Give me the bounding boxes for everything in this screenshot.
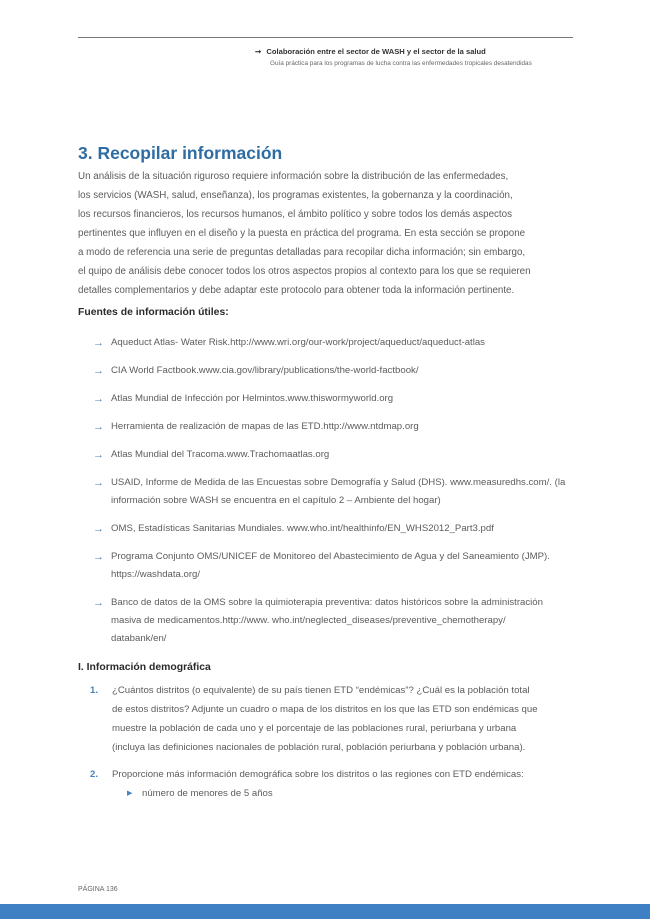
questions-list (90, 681, 573, 811)
arrow-right-icon: → (93, 551, 104, 563)
question-item (90, 765, 573, 803)
source-text: Banco de datos de la OMS sobre la quimioterapia preventiva: datos históricos sobre la administración (111, 597, 543, 608)
source-text: información sobre WASH se encuentra en el capítulo 2 – Ambiente del hogar) (111, 495, 441, 506)
arrow-right-icon: → (93, 365, 104, 377)
arrow-right-icon: → (93, 597, 104, 609)
question-text: (incluya las definiciones nacionales de población rural, población periurbana y población urbana). (112, 742, 526, 753)
question-item (90, 681, 573, 757)
running-header-title: ➞ Colaboración entre el sector de WASH y el sector de la salud (255, 47, 486, 56)
sub-bullet-item (112, 784, 573, 803)
section-title: 3. Recopilar información (78, 143, 283, 163)
triangle-bullet-icon: ▶ (127, 790, 133, 797)
source-item (93, 418, 573, 436)
question-number: 1. (90, 685, 99, 696)
arrow-right-icon: → (93, 449, 104, 461)
question-number: 2. (90, 769, 99, 780)
demographic-heading: I. Información demográfica (78, 662, 211, 673)
source-item (93, 520, 573, 538)
source-text: Herramienta de realización de mapas de las ETD.http://www.ntdmap.org (111, 421, 419, 432)
source-text: OMS, Estadísticas Sanitarias Mundiales. www.who.int/healthinfo/EN_WHS2012_Part3.pdf (111, 523, 494, 534)
question-text: de estos distritos? Adjunte un cuadro o mapa de los distritos en los que las ETD son endémicas que (112, 704, 538, 715)
question-text: Proporcione más información demográfica sobre los distritos o las regiones con ETD endémicas: (112, 769, 524, 780)
source-text: masiva de medicamentos.http://www. who.int/neglected_diseases/preventive_chemotherapy/ (111, 615, 506, 626)
source-text: Aqueduct Atlas- Water Risk.http://www.wri.org/our-work/project/aqueduct/aqueduct-atlas (111, 337, 485, 348)
source-text: Atlas Mundial de Infección por Helmintos.www.thiswormyworld.org (111, 393, 394, 404)
source-text: https://washdata.org/ (111, 569, 201, 580)
header-rule (78, 37, 573, 38)
source-item (93, 362, 573, 380)
source-item (93, 594, 573, 648)
source-text: Atlas Mundial del Tracoma.www.Trachomaatlas.org (111, 449, 330, 460)
arrow-right-icon: → (93, 523, 104, 535)
source-item (93, 390, 573, 408)
arrow-right-icon: ➞ (255, 47, 262, 56)
intro-line: pertinentes que influyen en el diseño y la puesta en práctica del programa. En esta sección se propone (78, 228, 526, 239)
source-text: databank/en/ (111, 633, 167, 644)
intro-line: detalles complementarios y debe adaptar este protocolo para obtener toda la información pertinente. (78, 285, 515, 296)
arrow-right-icon: → (93, 393, 104, 405)
arrow-right-icon: → (93, 477, 104, 489)
running-header-subtitle: Guía práctica para los programas de lucha contra las enfermedades tropicales desatendidas (270, 60, 532, 67)
intro-line: Un análisis de la situación riguroso requiere información sobre la distribución de las enfermedades, (78, 171, 509, 182)
source-item (93, 446, 573, 464)
arrow-right-icon: → (93, 337, 104, 349)
question-text: muestre la población de cada uno y el porcentaje de las poblaciones rural, periurbana y urbana (112, 723, 517, 734)
page-number: PÁGINA 136 (78, 886, 118, 893)
sources-heading: Fuentes de información útiles: (78, 307, 229, 318)
arrow-right-icon: → (93, 421, 104, 433)
source-item (93, 334, 573, 352)
source-text: CIA World Factbook.www.cia.gov/library/publications/the-world-factbook/ (111, 365, 419, 376)
intro-line: los servicios (WASH, salud, enseñanza), los programas existentes, la gobernanza y la coordinación, (78, 190, 513, 201)
sub-bullet-text: número de menores de 5 años (142, 788, 273, 799)
source-item (93, 548, 573, 584)
footer-bar (0, 904, 650, 919)
question-text: ¿Cuántos distritos (o equivalente) de su país tienen ETD “endémicas”? ¿Cuál es la población total (112, 685, 530, 696)
source-text: USAID, Informe de Medida de las Encuestas sobre Demografía y Salud (DHS). www.measuredhs.com/. (la (111, 477, 566, 488)
intro-line: a modo de referencia una serie de preguntas detalladas para recopilar dicha información; sin embargo, (78, 247, 526, 258)
source-text: Programa Conjunto OMS/UNICEF de Monitoreo del Abastecimiento de Agua y del Saneamiento (JMP). (111, 551, 550, 562)
sources-list (93, 334, 573, 658)
source-item (93, 474, 573, 510)
intro-line: los recursos financieros, los recursos humanos, el ámbito político y sobre todos los demás aspectos (78, 209, 512, 220)
intro-paragraph (78, 167, 573, 300)
running-header (255, 47, 573, 67)
intro-line: el quipo de análisis debe conocer todos los otros aspectos propios al contexto para los que se requieren (78, 266, 531, 277)
